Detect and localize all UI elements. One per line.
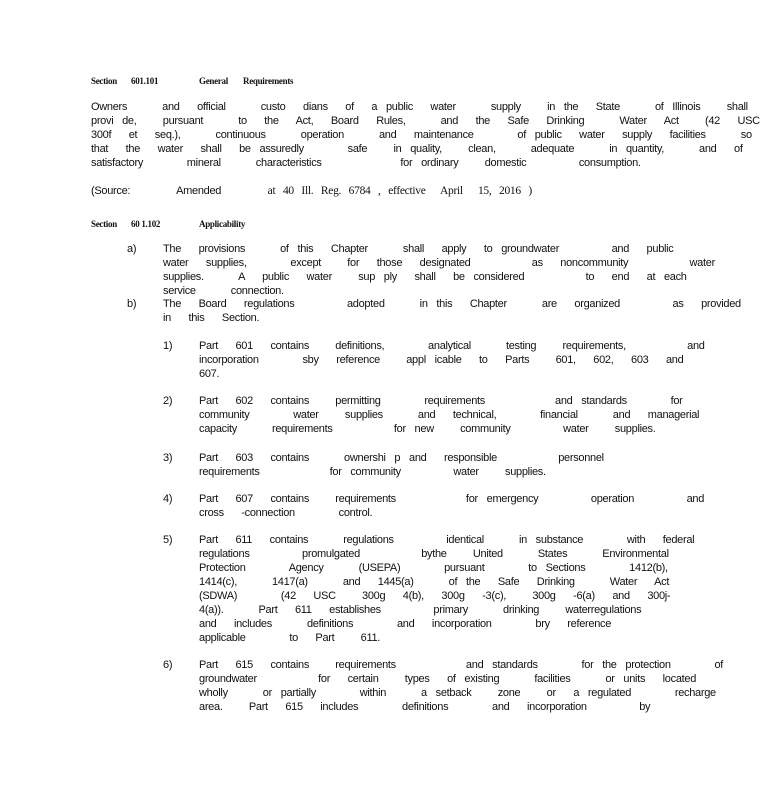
body-line: provi de, pursuant to the Act, Board Rules, and the Safe Drinking Water Act (42 USC — [91, 115, 760, 127]
part-line: applicable to Part 611. — [199, 632, 381, 644]
section-number: 601.101 — [131, 76, 159, 86]
section-title-requirements: Requirements — [243, 76, 294, 86]
part-line: 1414(c), 1417(a) and 1445(a) of the Safe Drinking Water Act — [199, 576, 670, 588]
item-label-b: b) — [127, 298, 137, 310]
part-line: Part 603 contains ownershi p and responsible personnel — [199, 452, 604, 464]
part-6-text — [199, 658, 724, 714]
part-line: Part 611 contains regulations identical in substance with federal — [199, 534, 695, 546]
part-5-text — [199, 533, 695, 645]
item-label-a: a) — [127, 243, 137, 255]
part-line: (SDWA) (42 USC 300g 4(b), 300g -3(c), 300g -6(a) and 300j- — [199, 590, 671, 602]
body-line: that the water shall be assuredly safe in quality, clean, adequate in quantity, and of — [91, 143, 743, 155]
item-b-text — [163, 297, 741, 325]
section-601-101-body — [91, 100, 760, 170]
item-line: The provisions of this Chapter shall apply to groundwater and public — [163, 243, 674, 255]
source-amended: Amended — [176, 185, 222, 197]
item-line: in this Section. — [163, 312, 260, 324]
part-1-text — [199, 339, 705, 381]
part-line: Part 602 contains permitting requirements and standards for — [199, 395, 683, 407]
part-line: incorporation sby reference appl icable to Parts 601, 602, 603 and — [199, 354, 684, 366]
source-citation: at 40 Ill. Reg. 6784 , effective April 15, 2016 ) — [267, 185, 532, 197]
section-word: Section — [91, 76, 117, 86]
part-line: area. Part 615 includes definitions and incorporation by — [199, 701, 651, 713]
section-word: Section — [91, 219, 117, 229]
section-number: 60 1.102 — [131, 219, 161, 229]
part-label-5: 5) — [163, 534, 173, 546]
part-2-text — [199, 394, 700, 436]
part-line: wholly or partially within a setback zone or a regulated recharge — [199, 687, 716, 699]
source-note — [91, 184, 532, 198]
part-line: community water supplies and technical, financial and managerial — [199, 409, 700, 421]
section-title-general: General — [199, 76, 228, 86]
part-line: capacity requirements for new community water supplies. — [199, 423, 656, 435]
part-line: Part 601 contains definitions, analytical testing requirements, and — [199, 340, 705, 352]
part-line: cross -connection control. — [199, 507, 373, 519]
section-title-applicability: Applicability — [199, 219, 246, 229]
part-line: Part 607 contains requirements for emergency operation and — [199, 493, 705, 505]
part-3-text — [199, 451, 604, 479]
part-label-4: 4) — [163, 493, 173, 505]
part-line: Protection Agency (USEPA) pursuant to Sections 1412(b), — [199, 562, 668, 574]
part-line: regulations promulgated bythe United States Environmental — [199, 548, 669, 560]
item-a-text — [163, 242, 715, 298]
item-line: The Board regulations adopted in this Chapter are organized as provided — [163, 298, 741, 310]
part-line: 607. — [199, 368, 220, 380]
part-label-1: 1) — [163, 340, 173, 352]
item-line: service connection. — [163, 285, 284, 297]
body-line: 300f et seq.), continuous operation and maintenance of public water supply facilities so — [91, 129, 752, 141]
part-line: requirements for community water supplies. — [199, 466, 546, 478]
part-line: and includes definitions and incorporation bry reference — [199, 618, 612, 630]
source-label: (Source: — [91, 185, 131, 197]
part-line: 4(a)). Part 611 establishes primary drinking waterregulations — [199, 604, 642, 616]
item-line: water supplies, except for those designated as noncommunity water — [163, 257, 715, 269]
part-label-3: 3) — [163, 452, 173, 464]
part-4-text — [199, 492, 705, 520]
part-label-6: 6) — [163, 659, 173, 671]
part-line: Part 615 contains requirements and standards for the protection of — [199, 659, 724, 671]
body-line: Owners and official custo dians of a public water supply in the State of Illinois shall — [91, 101, 748, 113]
body-line: satisfactory mineral characteristics for ordinary domestic consumption. — [91, 157, 641, 169]
item-line: supplies. A public water sup ply shall be considered to end at each — [163, 271, 687, 283]
part-line: groundwater for certain types of existing facilities or units located — [199, 673, 697, 685]
part-label-2: 2) — [163, 395, 173, 407]
